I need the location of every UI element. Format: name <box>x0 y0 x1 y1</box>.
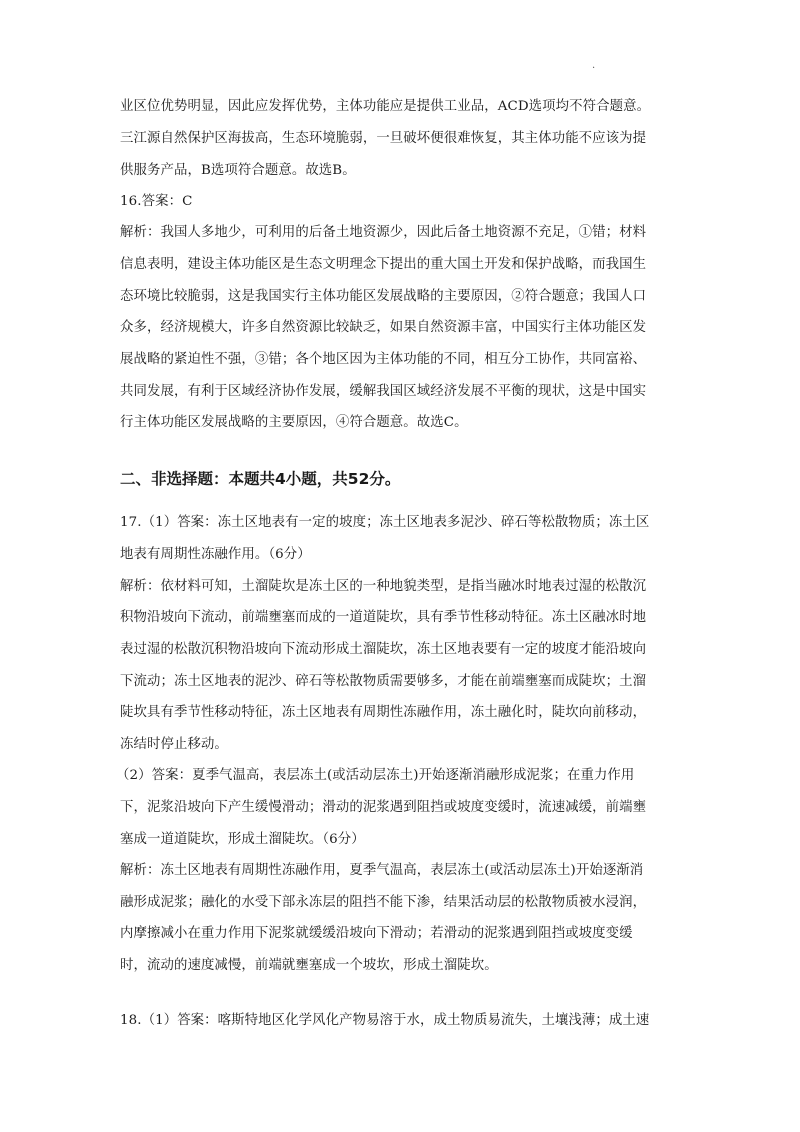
text-line: 内摩擦减小在重力作用下泥浆就缓缓沿坡向下滑动；若滑动的泥浆遇到阻挡或坡度变缓 <box>120 926 633 941</box>
answer-line: 18.（1）答案：喀斯特地区化学风化产物易溶于水，成土物质易流失，土壤浅薄；成土速 <box>120 1013 650 1028</box>
text-line: 信息表明，建设主体功能区是生态文明理念下提出的重大国土开发和保护战略，而我国生 <box>120 257 647 272</box>
text-line: 态环境比较脆弱，这是我国实行主体功能区发展战略的主要原因，②符合题意；我国人口 <box>120 289 647 304</box>
text-line: 下，泥浆沿坡向下产生缓慢滑动；滑动的泥浆遇到阻挡或坡度变缓时，流速减缓，前端壅 <box>120 800 647 815</box>
text-line: 陡坎具有季节性移动特征，冻土区地表有周期性冻融作用，冻土融化时，陡坎向前移动， <box>120 705 647 720</box>
answer-line: 17.（1）答案：冻土区地表有一定的坡度；冻土区地表多泥沙、碎石等松散物质；冻土区 <box>120 515 650 530</box>
text-line: 展战略的紧迫性不强，③错；各个地区因为主体功能的不同，相互分工协作，共同富裕、 <box>120 352 647 367</box>
text-line: 众多，经济规模大，许多自然资源比较缺乏，如果自然资源丰富，中国实行主体功能区发 <box>120 320 647 335</box>
section-heading: 二、非选择题：本题共4小题，共52分。 <box>120 470 401 488</box>
text-line: 表过湿的松散沉积物沿坡向下流动形成土溜陡坎，冻土区地表要有一定的坡度才能沿坡向 <box>120 642 647 657</box>
answer-line: （2）答案：夏季气温高，表层冻土(或活动层冻土)开始逐渐消融形成泥浆；在重力作用 <box>116 768 635 783</box>
text-line: 行主体功能区发展战略的主要原因，④符合题意。故选C。 <box>120 415 468 430</box>
text-line: 时，流动的速度减慢，前端就壅塞成一个坡坎，形成土溜陡坎。 <box>120 958 498 973</box>
page-mark: . <box>592 60 596 71</box>
text-line: 塞成一道道陡坎，形成土溜陡坎。（6分） <box>120 832 365 847</box>
text-line: 供服务产品，B选项符合题意。故选B。 <box>120 163 356 178</box>
text-line: 业区位优势明显，因此应发挥优势，主体功能应是提供工业品，ACD选项均不符合题意。 <box>120 99 651 114</box>
text-line: 解析：冻土区地表有周期性冻融作用，夏季气温高，表层冻土(或活动层冻土)开始逐渐消 <box>120 863 644 878</box>
text-line: 共同发展，有利于区域经济协作发展，缓解我国区域经济发展不平衡的现状，这是中国实 <box>120 384 647 399</box>
text-line: 融形成泥浆；融化的水受下部永冻层的阻挡不能下渗，结果活动层的松散物质被水浸润， <box>120 895 647 910</box>
text-line: 积物沿坡向下流动，前端壅塞而成的一道道陡坎，具有季节性移动特征。冻土区融冰时地 <box>120 610 647 625</box>
text-line: 冻结时停止移动。 <box>120 737 228 752</box>
text-line: 下流动；冻土区地表的泥沙、碎石等松散物质需要够多，才能在前端壅塞而成陡坎；土溜 <box>120 674 647 689</box>
text-line: 解析：我国人多地少，可利用的后备土地资源少，因此后备土地资源不充足，①错；材料 <box>120 225 647 240</box>
text-line: 三江源自然保护区海拔高，生态环境脆弱，一旦破坏便很难恢复，其主体功能不应该为提 <box>120 131 647 146</box>
answer-line: 16.答案：C <box>120 194 193 209</box>
text-line: 解析：依材料可知，土溜陡坎是冻土区的一种地貌类型，是指当融冰时地表过湿的松散沉 <box>120 579 647 594</box>
text-line: 地表有周期性冻融作用。（6分） <box>120 547 311 562</box>
